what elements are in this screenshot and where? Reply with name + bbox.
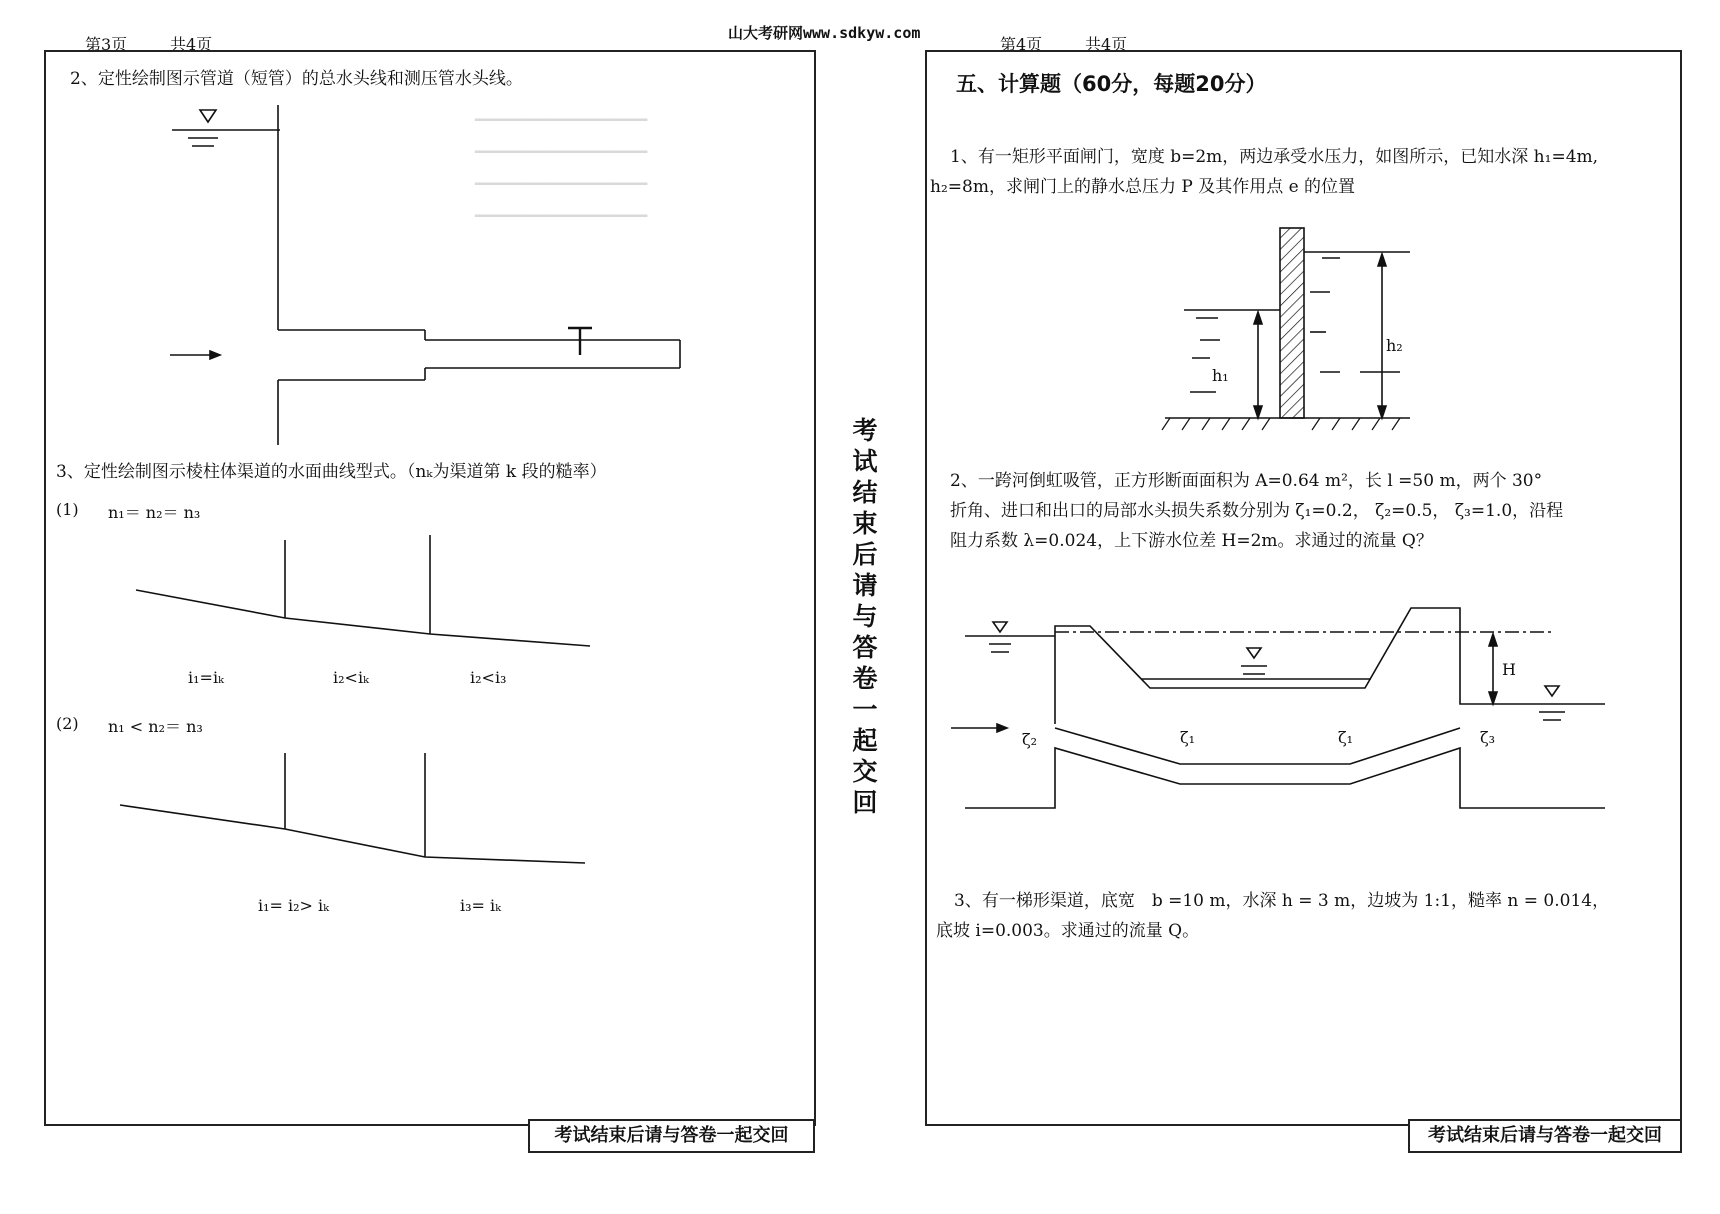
right-q1-line1: 1、有一矩形平面闸门，宽度 b=2m，两边承受水压力，如图所示，已知水深 h₁=4m, [950, 147, 1599, 167]
right-q2-line3: 阻力系数 λ=0.024，上下游水位差 H=2m。求通过的流量 Q？ [950, 531, 1433, 551]
right-footer: 考试结束后请与答卷一起交回 [1408, 1119, 1682, 1153]
label-zeta3: ζ₃ [1480, 728, 1496, 747]
right-q3-line1: 3、有一梯形渠道，底宽 b =10 m，水深 h = 3 m，边坡为 1:1，糙率 n = 0.014， [954, 891, 1610, 911]
case2-condition: n₁ < n₂＝ n₃ [108, 717, 203, 736]
right-q2-line2: 折角、进口和出口的局部水头损失系数分别为 ζ₁=0.2， ζ₂=0.5， ζ₃=1.0，沿程 [950, 501, 1564, 521]
center-vertical-note: 考试结束后请与答卷一起交回 [852, 416, 878, 817]
case2-label-2: i₃= iₖ [460, 896, 501, 915]
case2-label-1: i₁= i₂> iₖ [258, 896, 329, 915]
case1-label-2: i₂<iₖ [333, 668, 369, 687]
left-footer: 考试结束后请与答卷一起交回 [528, 1119, 815, 1153]
bleed-through-text: ▁▁▁▁▁▁▁▁▁▁▁▁▁▁ ▁▁▁▁▁▁▁▁▁▁▁▁▁▁ ▁▁▁▁▁▁▁▁▁▁▁▁▁▁ ▁▁▁▁▁▁▁▁▁▁▁▁▁▁ [475, 102, 648, 217]
right-q3-line2: 底坡 i=0.003。求通过的流量 Q。 [936, 921, 1200, 941]
right-page-total: 共4页 [1085, 35, 1128, 54]
left-page-number: 第3页 [85, 35, 128, 54]
case1-condition: n₁＝ n₂＝ n₃ [108, 503, 201, 522]
pipe-diagram [160, 100, 700, 450]
case2-tag: (2) [56, 714, 79, 733]
label-zeta2: ζ₂ [1022, 730, 1038, 749]
channel-diagram-1 [130, 530, 610, 670]
case1-label-3: i₂<i₃ [470, 668, 507, 687]
right-page-number: 第4页 [1000, 35, 1043, 54]
siphon-diagram [945, 596, 1615, 821]
label-zeta1-a: ζ₁ [1180, 728, 1196, 747]
section-title: 五、计算题（60分，每题20分） [956, 72, 1267, 96]
right-q2-line1: 2、一跨河倒虹吸管，正方形断面面积为 A=0.64 m²，长 l =50 m，两个 30° [950, 471, 1543, 491]
case1-label-1: i₁=iₖ [188, 668, 224, 687]
right-page-frame [925, 50, 1682, 1126]
label-zeta1-b: ζ₁ [1338, 728, 1354, 747]
label-H: H [1502, 660, 1516, 679]
label-h2: h₂ [1386, 336, 1403, 355]
left-q3-text: 3、定性绘制图示棱柱体渠道的水面曲线型式。（nₖ为渠道第 k 段的糙率） [56, 462, 607, 482]
left-page-total: 共4页 [170, 35, 213, 54]
channel-diagram-2 [110, 745, 600, 875]
gate-diagram [1160, 222, 1420, 442]
right-q1-line2: h₂=8m，求闸门上的静水总压力 P 及其作用点 e 的位置 [930, 177, 1356, 197]
case1-tag: (1) [56, 500, 79, 519]
label-h1: h₁ [1212, 366, 1229, 385]
site-watermark: 山大考研网www.sdkyw.com [728, 24, 921, 42]
left-q2-text: 2、定性绘制图示管道（短管）的总水头线和测压管水头线。 [70, 69, 523, 89]
